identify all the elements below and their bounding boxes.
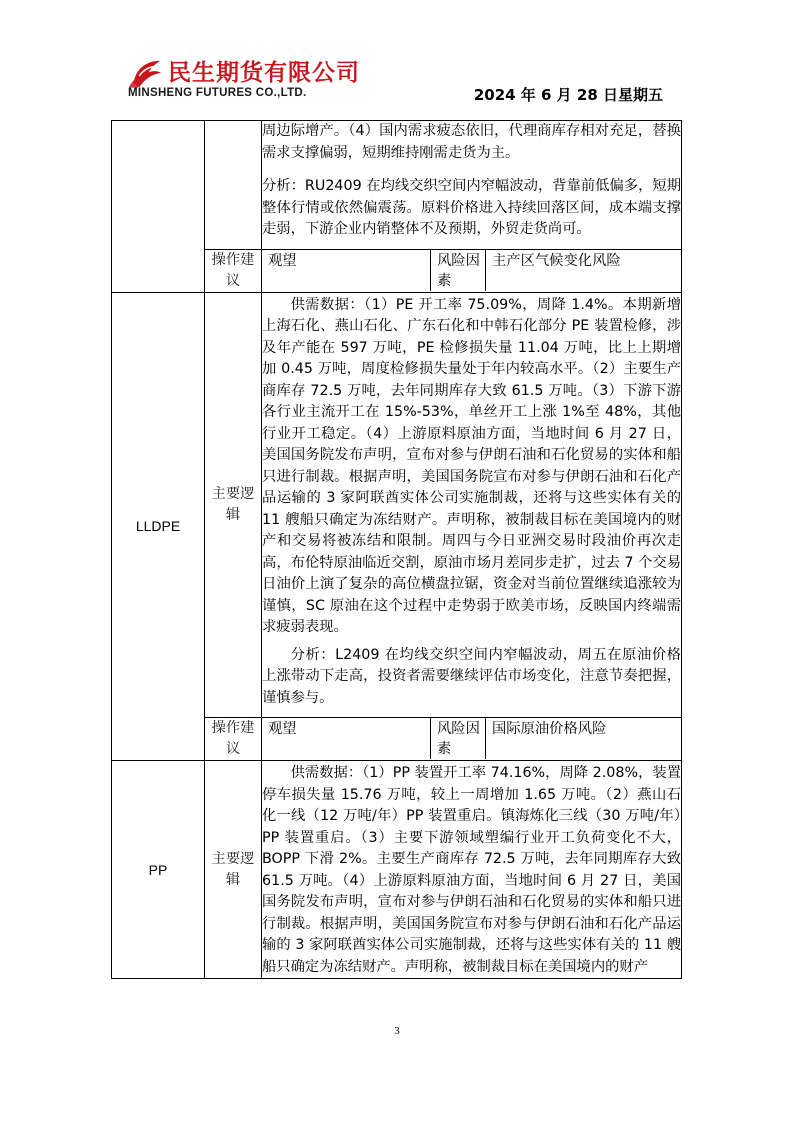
report-date: 2024 年 6 月 28 日星期五 [473, 86, 663, 104]
company-logo [126, 52, 366, 102]
lldpe-logic-cell [262, 292, 682, 718]
rubber-ops-label: 操作建议 [205, 249, 262, 292]
pp-logic-cell [262, 761, 682, 979]
lldpe-risk-label: 风险因素 [431, 718, 486, 759]
logo-english-name: MINSHENG FUTURES CO.,LTD. [128, 87, 307, 99]
lldpe-analysis-text: 分析：L2409 在均线交织空间内窄幅波动，周五在原油价格上涨带动下走高，投资者需要继续评估市场变化，注意节奏把握，谨慎参与。 [262, 646, 681, 706]
pp-logic-row [112, 761, 682, 979]
analysis-table [111, 120, 682, 979]
lldpe-risk-value: 国际原油价格风险 [492, 721, 607, 737]
rubber-risk-label: 风险因素 [431, 250, 486, 291]
rubber-logic-text: 周边际增产。（4）国内需求疲态依旧，代理商库存相对充足，替换需求支撑偏弱，短期维持刚需走货为主。 [262, 123, 681, 161]
rubber-product-cell [112, 121, 205, 293]
pp-logic-text: 供需数据：（1）PP 装置开工率 74.16%，周降 2.08%，装置停车损失量 15.76 万吨，较上一周增加 1.65 万吨。（2）燕山石化一线（12 万吨/年）PP 装置重启。镇海炼化三线（30 万吨/年）PP 装置重启。（3）主要下游领域塑编行业开工负荷变化不大，BOPP 下滑 2%。主要生产商库存 72.5 万吨，去年同期库存大致 61.5 万吨。（4）上游原料原油方面，当地时间 6 月 27 日，美国国务院发布声明，宣布对参与伊朗石油和石化贸易的实体和船只进行制裁。根据声明，美国国务院宣布对参与伊朗石油和石化产品运输的 3 家阿联酋实体公司实施制裁，还将与这些实体有关的 11 艘船只确定为冻结财产。声明称，被制裁目标在美国境内的财产 [262, 765, 681, 975]
logo-chinese-name: 民生期货有限公司 [168, 60, 360, 86]
lldpe-logic-row [112, 292, 682, 718]
rubber-logic-label-cell [205, 121, 262, 250]
pp-logic-label: 主要逻辑 [205, 761, 262, 979]
lldpe-logic-text: 供需数据：（1）PE 开工率 75.09%，周降 1.4%。本期新增上海石化、燕山石化、广东石化和中韩石化部分 PE 装置检修，涉及年产能在 597 万吨，PE 检修损失量 11.04 万吨，比上上期增加 0.45 万吨，周度检修损失量处于年内较高水平。（2）主要生产商库存 72.5 万吨，去年同期库存大致 61.5 万吨。（3）下游下游各行业主流开工在 15%-53%，单丝开工上涨 1%至 48%，其他行业开工稳定。（4）上游原料原油方面，当地时间 6 月 27 日，美国国务院发布声明，宣布对参与伊朗石油和石化贸易的实体和船只进行制裁。根据声明，美国国务院宣布对参与伊朗石油和石化产品运输的 3 家阿联酋实体公司实施制裁，还将与这些实体有关的 11 艘船只确定为冻结财产。声明称，被制裁目标在美国境内的财产和交易将被冻结和限制。周四与今日亚洲交易时段油价再次走高，布伦特原油临近交割，原油市场月差同步走扩，过去 7 个交易日油价上演了复杂的高位横盘拉锯，资金对当前位置继续追涨较为谨慎，SC 原油在这个过程中走势弱于欧美市场，反映国内终端需求疲弱表现。 [262, 296, 681, 635]
lldpe-product-cell: LLDPE [112, 292, 205, 761]
page-number: 3 [394, 1025, 400, 1037]
pp-product-cell: PP [112, 761, 205, 979]
rubber-logic-cell [262, 121, 682, 250]
rubber-analysis-text: 分析：RU2409 在均线交织空间内窄幅波动，背靠前低偏多，短期整体行情或依然偏震荡。原料价格进入持续回落区间，成本端支撑走弱，下游企业内销整体不及预期，外贸走货尚可。 [262, 178, 681, 237]
rubber-ops-cell [262, 249, 682, 292]
lldpe-ops-label: 操作建议 [205, 718, 262, 761]
lldpe-logic-label: 主要逻辑 [205, 292, 262, 718]
rubber-risk-value: 主产区气候变化风险 [492, 252, 621, 269]
rubber-logic-row [112, 121, 682, 250]
rubber-ops-value: 观望 [262, 250, 431, 291]
lldpe-ops-cell [262, 718, 682, 761]
lldpe-ops-value: 观望 [262, 718, 431, 759]
